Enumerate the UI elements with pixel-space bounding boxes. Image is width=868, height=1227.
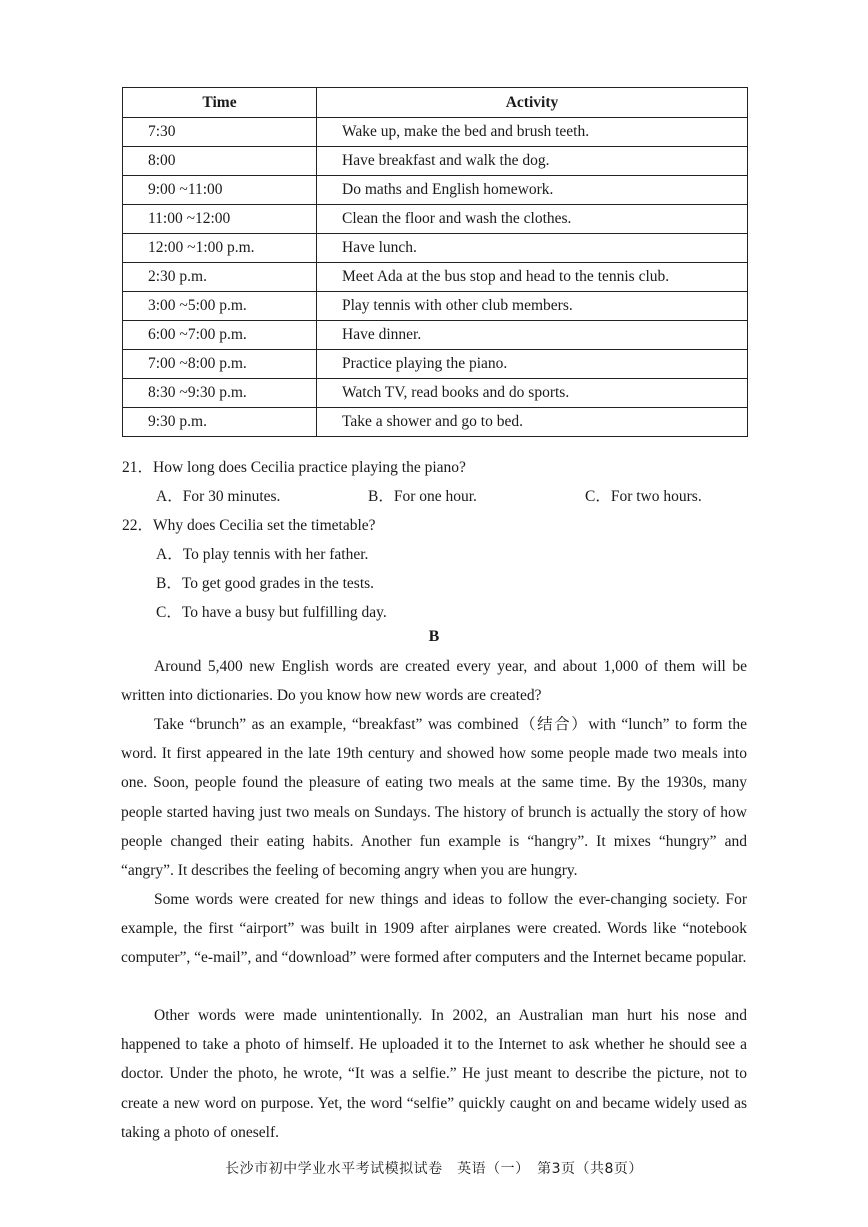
timetable-header-row bbox=[123, 88, 748, 118]
timetable-row bbox=[123, 234, 748, 263]
activity-cell: Wake up, make the bed and brush teeth. bbox=[317, 118, 748, 147]
paragraph-3: Some words were created for new things and ideas to follow the ever-changing society. For example, the first “airport” was built in 1909 after airplanes were created. Words like “notebook computer”, “e-mail”, and “download” were formed after computers and the Internet became popular. bbox=[121, 891, 747, 967]
activity-cell: Meet Ada at the bus stop and head to the tennis club. bbox=[317, 263, 748, 292]
page-footer: 长沙市初中学业水平考试模拟试卷 英语（一） 第3页（共8页） bbox=[225, 1161, 643, 1177]
q22-option-a: A．To play tennis with her father. bbox=[156, 546, 369, 563]
timetable-row bbox=[123, 147, 748, 176]
activity-cell: Practice playing the piano. bbox=[317, 350, 748, 379]
q21-option-c: C．For two hours. bbox=[585, 488, 702, 505]
time-cell: 6:00 ~7:00 p.m. bbox=[123, 321, 317, 350]
activity-cell: Have lunch. bbox=[317, 234, 748, 263]
activity-cell: Clean the floor and wash the clothes. bbox=[317, 205, 748, 234]
time-cell: 7:30 bbox=[123, 118, 317, 147]
timetable-row bbox=[123, 205, 748, 234]
q21-option-b: B．For one hour. bbox=[368, 488, 477, 505]
activity-cell: Do maths and English homework. bbox=[317, 176, 748, 205]
timetable-row bbox=[123, 118, 748, 147]
q21-option-a: A．For 30 minutes. bbox=[156, 488, 281, 505]
time-cell: 9:00 ~11:00 bbox=[123, 176, 317, 205]
time-cell: 11:00 ~12:00 bbox=[123, 205, 317, 234]
section-heading-b: B bbox=[428, 628, 440, 645]
timetable-row bbox=[123, 176, 748, 205]
time-cell: 2:30 p.m. bbox=[123, 263, 317, 292]
q22-option-b: B．To get good grades in the tests. bbox=[156, 575, 375, 592]
question-22: 22．Why does Cecilia set the timetable? bbox=[122, 517, 376, 534]
time-cell: 8:00 bbox=[123, 147, 317, 176]
paragraph-4: Other words were made unintentionally. In 2002, an Australian man hurt his nose and happened to take a photo of himself. He uploaded it to the Internet to ask whether he should see a doctor. Under the photo, he wrote, “It was a selfie.” He just meant to describe the picture, not to create a new word on purpose. Yet, the word “selfie” quickly caught on and became widely used as taking a photo of oneself. bbox=[121, 1007, 747, 1141]
header-activity: Activity bbox=[317, 88, 748, 118]
time-cell: 3:00 ~5:00 p.m. bbox=[123, 292, 317, 321]
time-cell: 8:30 ~9:30 p.m. bbox=[123, 379, 317, 408]
question-21: 21．How long does Cecilia practice playing the piano? bbox=[122, 459, 466, 476]
timetable-row bbox=[123, 263, 748, 292]
timetable-body bbox=[123, 118, 748, 437]
timetable-row bbox=[123, 379, 748, 408]
timetable bbox=[122, 87, 748, 437]
timetable-row bbox=[123, 408, 748, 437]
timetable-row bbox=[123, 350, 748, 379]
time-cell: 12:00 ~1:00 p.m. bbox=[123, 234, 317, 263]
q22-option-c: C．To have a busy but fulfilling day. bbox=[156, 604, 387, 621]
activity-cell: Take a shower and go to bed. bbox=[317, 408, 748, 437]
activity-cell: Watch TV, read books and do sports. bbox=[317, 379, 748, 408]
activity-cell: Have dinner. bbox=[317, 321, 748, 350]
header-time: Time bbox=[123, 88, 317, 118]
activity-cell: Have breakfast and walk the dog. bbox=[317, 147, 748, 176]
activity-cell: Play tennis with other club members. bbox=[317, 292, 748, 321]
timetable-row bbox=[123, 292, 748, 321]
time-cell: 7:00 ~8:00 p.m. bbox=[123, 350, 317, 379]
paragraph-2: Take “brunch” as an example, “breakfast” was combined（结合）with “lunch” to form the word. It first appeared in the late 19th century and showed how some people made two meals into one. Soon, people found the pleasure of eating two meals at the same time. By the 1930s, many people started having just two meals on Sundays. The history of brunch is actually the story of how people changed their eating habits. Another fun example is “hangry”. It mixes “hungry” and “angry”. It describes the feeling of becoming angry when you are hungry. bbox=[121, 716, 747, 880]
timetable-row bbox=[123, 321, 748, 350]
time-cell: 9:30 p.m. bbox=[123, 408, 317, 437]
paragraph-1: Around 5,400 new English words are created every year, and about 1,000 of them will be written into dictionaries. Do you know how new words are created? bbox=[121, 658, 747, 705]
